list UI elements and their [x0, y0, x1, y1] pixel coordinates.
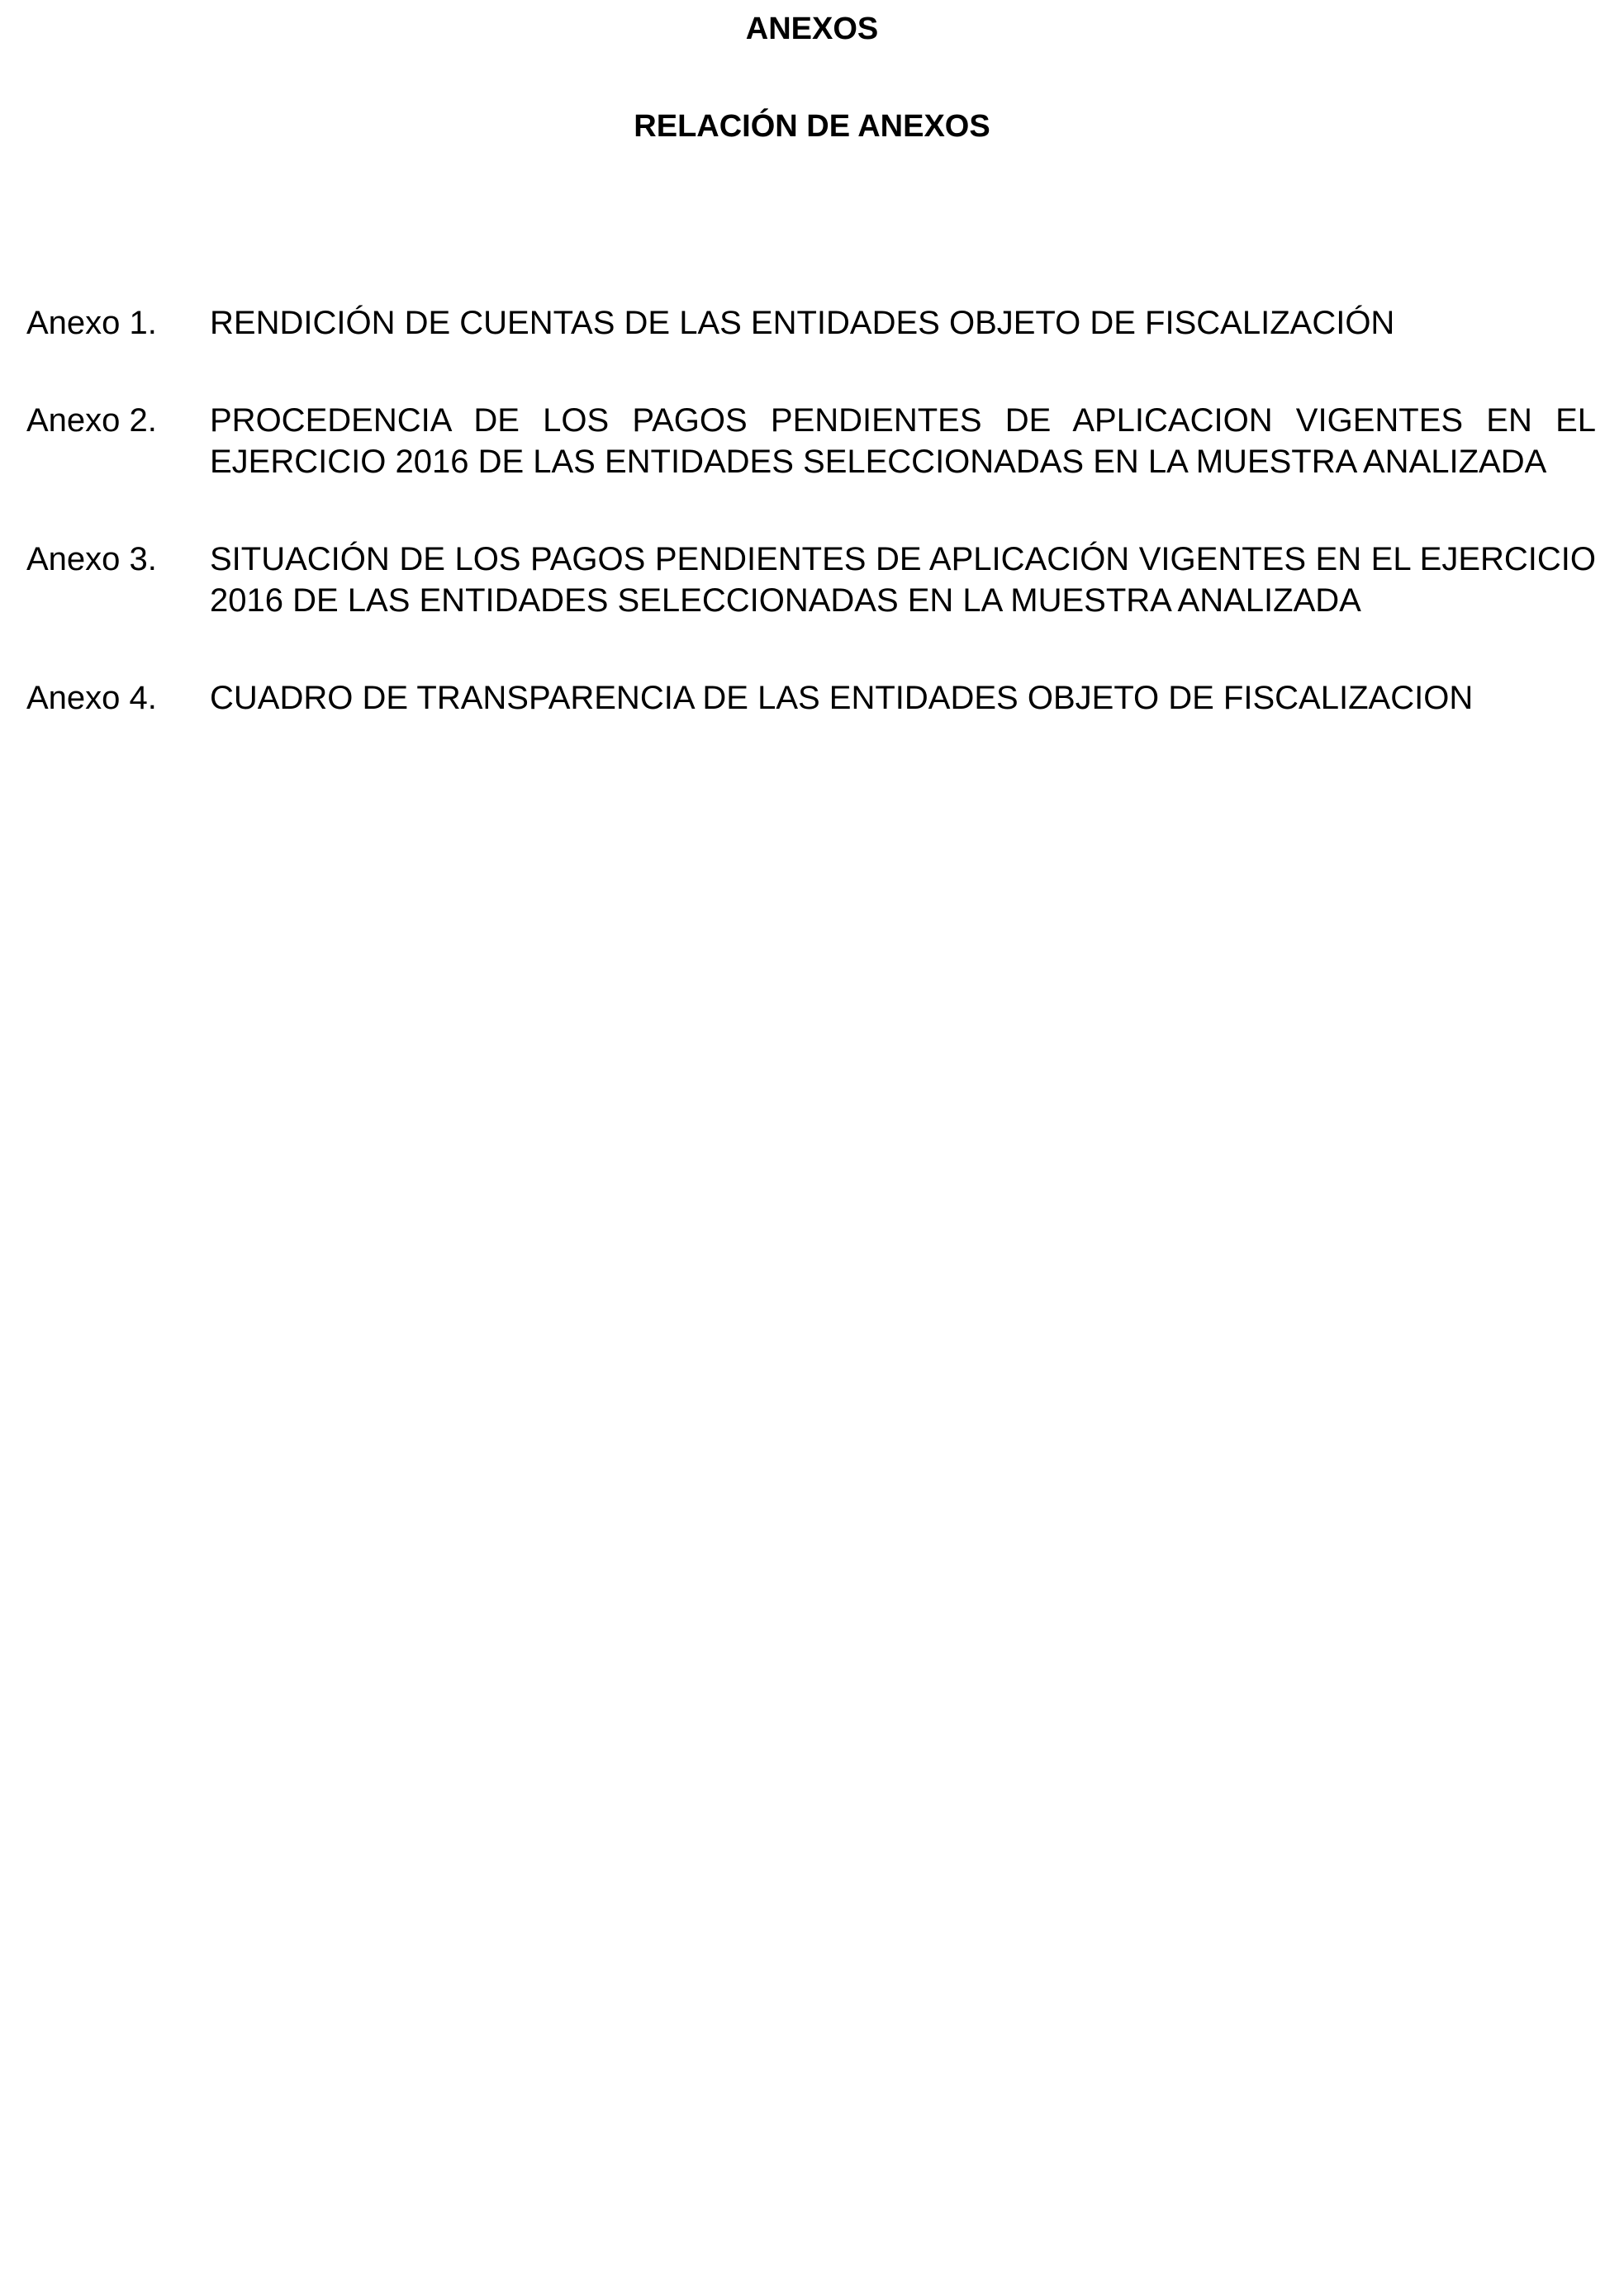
page-title: ANEXOS [745, 12, 879, 46]
annex-title: PROCEDENCIA DE LOS PAGOS PENDIENTES DE APLICACION VIGENTES EN EL EJERCICIO 2016 DE LAS ENTIDADES SELECCIONADAS EN LA MUESTRA ANALIZADA [210, 402, 1596, 480]
annex-label: Anexo 1. [26, 305, 157, 341]
annex-title: SITUACIÓN DE LOS PAGOS PENDIENTES DE APLICACIÓN VIGENTES EN EL EJERCICIO 2016 DE LAS ENTIDADES SELECCIONADAS EN LA MUESTRA ANALIZADA [210, 541, 1596, 619]
annex-item-3 [26, 539, 1596, 621]
page-subtitle: RELACIÓN DE ANEXOS [634, 109, 990, 144]
annex-list [26, 302, 1596, 775]
annex-label: Anexo 4. [26, 680, 157, 716]
annex-item-2 [26, 400, 1596, 482]
annex-title: RENDICIÓN DE CUENTAS DE LAS ENTIDADES OBJETO DE FISCALIZACIÓN [210, 305, 1395, 341]
annex-item-1 [26, 302, 1596, 344]
annex-title: CUADRO DE TRANSPARENCIA DE LAS ENTIDADES OBJETO DE FISCALIZACION [210, 680, 1474, 716]
annex-item-4 [26, 677, 1596, 719]
annex-label: Anexo 3. [26, 541, 157, 577]
annex-label: Anexo 2. [26, 402, 157, 439]
